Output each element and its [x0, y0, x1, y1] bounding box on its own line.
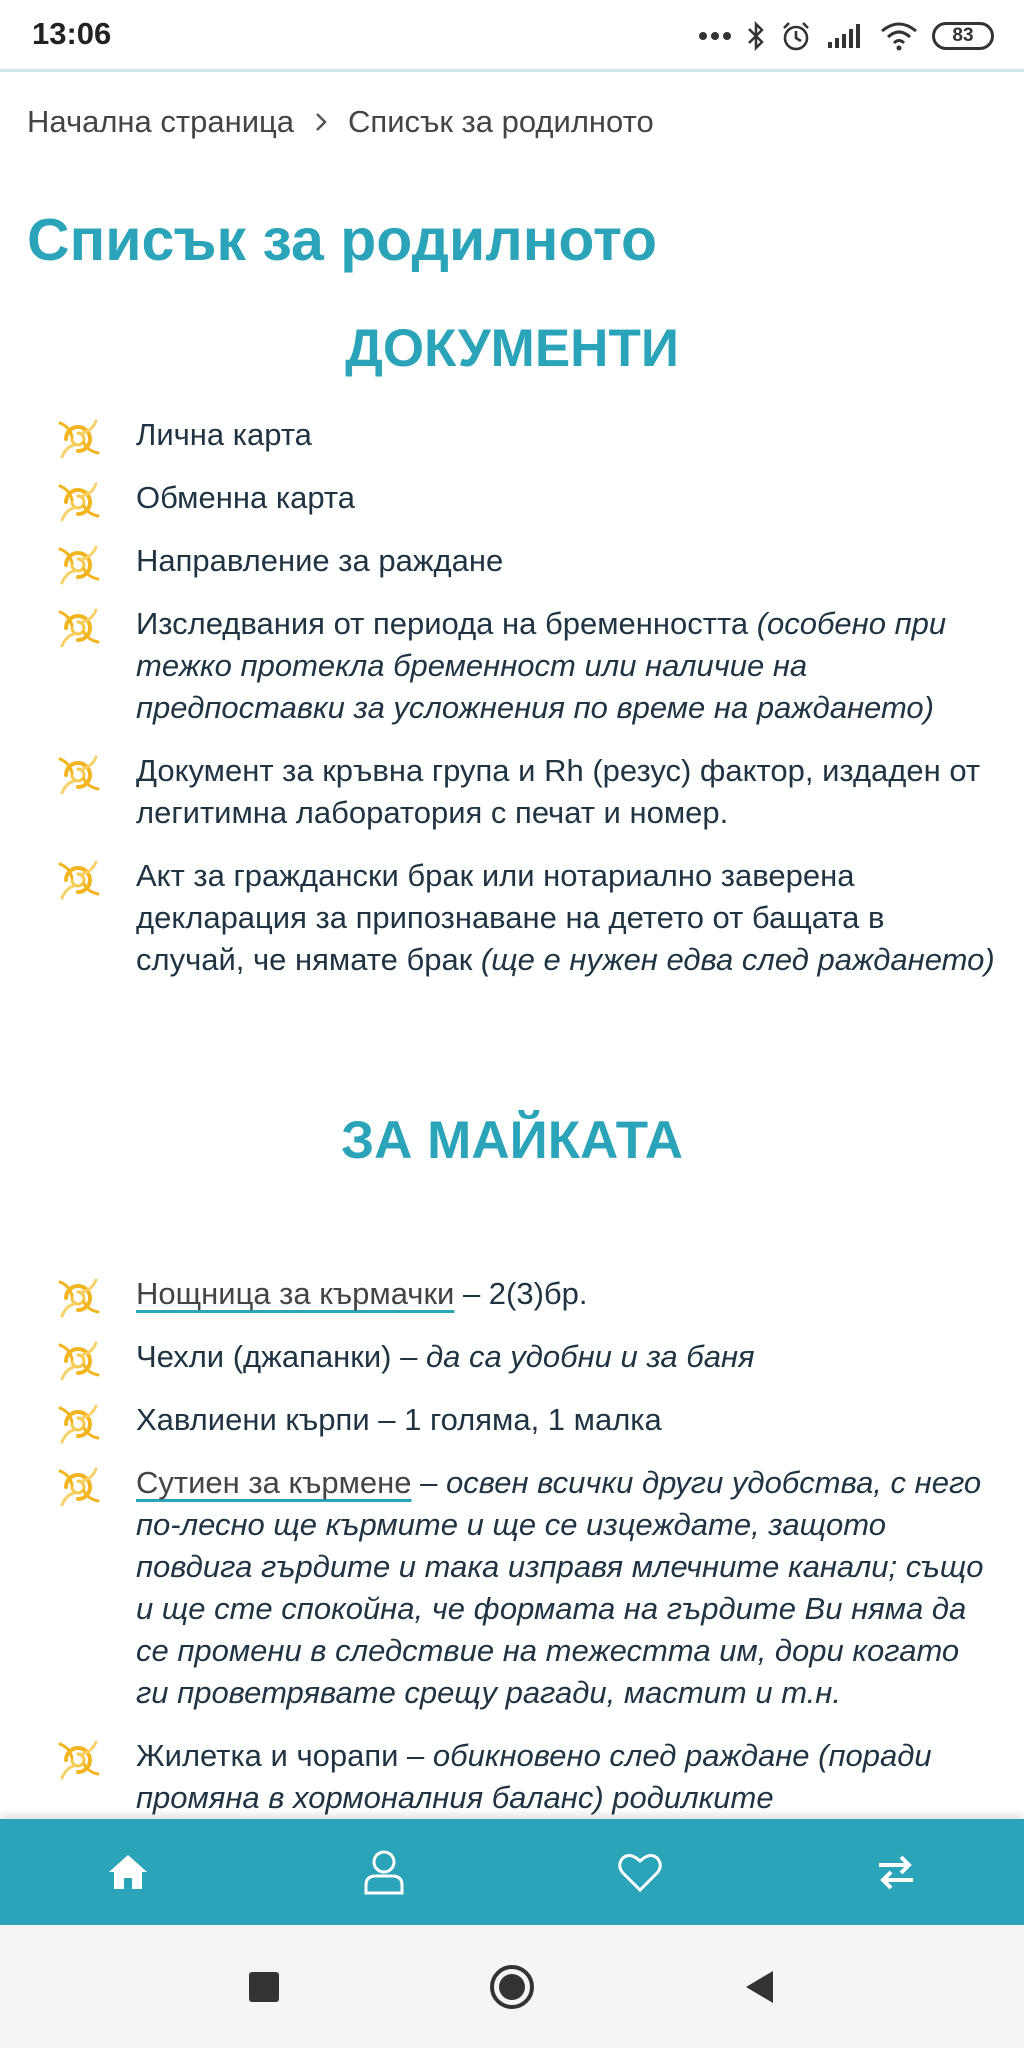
chevron-right-icon [314, 111, 328, 133]
list-item: Хавлиени кърпи – 1 голяма, 1 малка [0, 1399, 1024, 1441]
list-item: Нощница за кърмачки – 2(3)бр. [0, 1273, 1024, 1315]
swirl-bullet-icon [52, 1272, 104, 1324]
wifi-icon [880, 21, 918, 51]
swirl-bullet-icon [52, 1734, 104, 1786]
nav-profile-button[interactable] [324, 1832, 444, 1912]
breadcrumb-home-link[interactable]: Начална страница [27, 104, 295, 139]
nursing-bra-link[interactable]: Сутиен за кърмене [136, 1465, 412, 1500]
list-item: Изследвания от периода на бременността (особено при тежко протекла бременност или наличие на предпоставки за усложнения по време на раждането) [0, 603, 1024, 729]
swirl-bullet-icon [52, 1335, 104, 1387]
status-icons [698, 14, 994, 58]
status-bar [0, 0, 1024, 72]
list-item: Направление за раждане [0, 540, 1024, 582]
swirl-bullet-icon [52, 602, 104, 654]
list-item: Акт за граждански брак или нотариално заверена декларация за припознаване на детето от бащата в случай, че нямате брак (ще е нужен едва след раждането) [0, 855, 1024, 981]
nightgown-link[interactable]: Нощница за кърмачки [136, 1276, 455, 1311]
home-system-button[interactable] [472, 1947, 552, 2027]
square-icon [247, 1970, 281, 2004]
system-navigation-bar [0, 1925, 1024, 2048]
nav-swap-button[interactable] [836, 1832, 956, 1912]
swirl-bullet-icon [52, 539, 104, 591]
documents-list [0, 414, 1024, 1002]
status-time: 13:06 [32, 16, 112, 51]
list-item: Лична карта [0, 414, 1024, 456]
swirl-bullet-icon [52, 1398, 104, 1450]
alarm-icon [780, 20, 812, 52]
swap-icon [875, 1854, 917, 1890]
user-icon [363, 1849, 405, 1895]
bottom-navigation [0, 1819, 1024, 1925]
page-title: Списък за родилното [27, 207, 658, 273]
list-item: Чехли (джапанки) – да са удобни и за баня [0, 1336, 1024, 1378]
circle-icon [488, 1963, 536, 2011]
nav-favorites-button[interactable] [580, 1832, 700, 1912]
back-triangle-icon [743, 1969, 777, 2005]
recents-button[interactable] [224, 1947, 304, 2027]
nav-home-button[interactable] [68, 1832, 188, 1912]
section-title-mother: ЗА МАЙКАТА [340, 1111, 683, 1170]
section-title-documents: ДОКУМЕНТИ [345, 319, 679, 378]
swirl-bullet-icon [52, 854, 104, 906]
heart-icon [617, 1851, 663, 1893]
swirl-bullet-icon [52, 413, 104, 465]
breadcrumb-current: Списък за родилното [348, 104, 654, 139]
bluetooth-icon [746, 20, 766, 52]
breadcrumb [27, 104, 654, 140]
signal-icon [826, 22, 866, 50]
list-item: Документ за кръвна група и Rh (резус) фактор, издаден от легитимна лаборатория с печат и номер. [0, 750, 1024, 834]
home-icon [106, 1852, 150, 1892]
swirl-bullet-icon [52, 1461, 104, 1513]
swirl-bullet-icon [52, 749, 104, 801]
list-item: Жилетка и чорапи – обикновено след раждане (поради промяна в хормоналния баланс) родилките [0, 1735, 1024, 1819]
list-item: Обменна карта [0, 477, 1024, 519]
more-dots-icon [698, 31, 732, 41]
mother-list [0, 1273, 1024, 1840]
list-item: Сутиен за кърмене – освен всички други удобства, с него по-лесно ще кърмите и ще се изцеждате, защото повдига гърдите и така изправя млечните канали; също и ще сте спокойна, че формата на гърдите Ви няма да се промени в следствие на тежестта им, дори когато ги проветрявате срещу рагади, мастит и т.н. [0, 1462, 1024, 1714]
back-button[interactable] [720, 1947, 800, 2027]
battery-indicator: 83 [932, 22, 994, 50]
swirl-bullet-icon [52, 476, 104, 528]
